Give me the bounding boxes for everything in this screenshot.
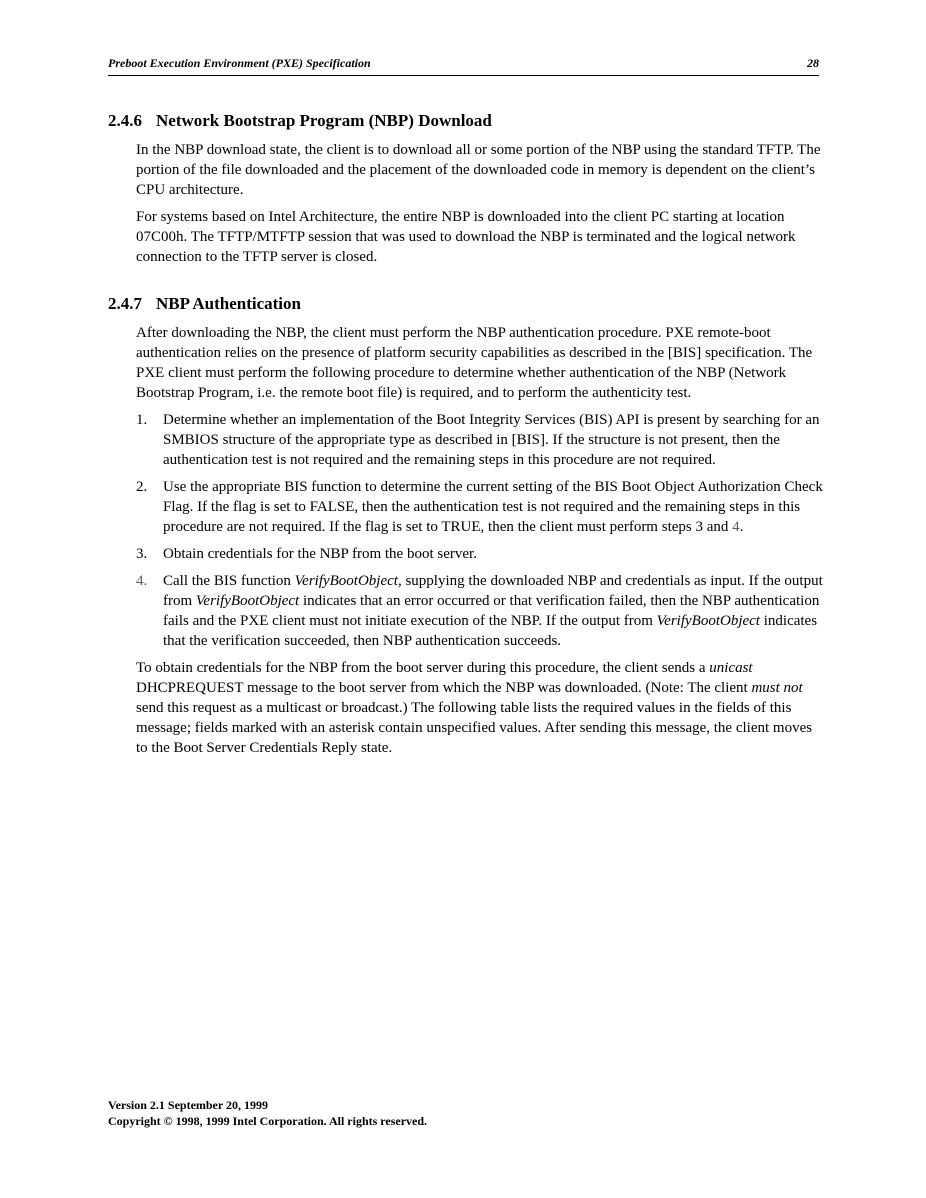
section-number: 2.4.6 (108, 111, 142, 130)
list-item-text: Obtain credentials for the NBP from the boot server. (163, 546, 477, 562)
list-marker: 3. (136, 546, 148, 562)
list-marker: 1. (136, 412, 148, 428)
intro-paragraph: After downloading the NBP, the client must perform the NBP authentication procedure. PXE remote-boot authentication relies on the presence of platform security capabilities as described in the [BIS] specification. The PXE client must perform the following procedure to determine whether authentication of the NBP (Network Bootstrap Program, i.e. the remote boot file) is required, and to perform the authenticity test. (136, 325, 813, 401)
emphasis-unicast: unicast (709, 660, 753, 676)
list-item-text: , supplying the downloaded NBP and credentials as input. If the output from (163, 573, 823, 609)
list-item-text: indicates that an error occurred or that verification failed, then the NBP authentication fails and the PXE client must not initiate execution of the NBP. If the output from (163, 593, 820, 629)
section-heading (108, 111, 828, 131)
list-item (136, 571, 826, 651)
section-2-4-6 (108, 111, 828, 274)
function-name: VerifyBootObject (195, 593, 300, 609)
copyright-line: Copyright © 1998, 1999 Intel Corporation. All rights reserved. (108, 1114, 428, 1128)
list-marker: 2. (136, 479, 148, 495)
list-item (136, 410, 826, 470)
emphasis-must-not: must not (751, 680, 803, 696)
list-item-text: Determine whether an implementation of the Boot Integrity Services (BIS) API is present by searching for an SMBIOS structure of the appropriate type as described in [BIS]. If the structure is not present, then the authentication test is not required and the remaining steps in this procedure are not required. (163, 412, 820, 468)
list-item (136, 477, 826, 537)
page-number: 28 (807, 56, 819, 70)
closing-paragraph (136, 658, 826, 758)
text-run: To obtain credentials for the NBP from the boot server during this procedure, the client sends a (136, 660, 710, 676)
page-footer (108, 1097, 427, 1129)
section-2-4-7 (108, 294, 828, 765)
section-title: Network Bootstrap Program (NBP) Download (156, 111, 492, 130)
procedure-list (136, 410, 826, 651)
section-title: NBP Authentication (156, 294, 301, 313)
page-header (108, 55, 819, 76)
function-name: VerifyBootObject (656, 613, 760, 629)
list-item-text: Call the BIS function (163, 573, 295, 589)
text-run: send this request as a multicast or broadcast.) The following table lists the required values in the fields of this message; fields marked with an asterisk contain unspecified values. After sending this message, the client moves to the Boot Server Credentials Reply state. (136, 700, 813, 756)
section-heading (108, 294, 828, 314)
function-name: VerifyBootObject (294, 573, 398, 589)
version-line: Version 2.1 September 20, 1999 (108, 1098, 268, 1112)
paragraph: For systems based on Intel Architecture, the entire NBP is downloaded into the client PC starting at location 07C00h. The TFTP/MTFTP session that was used to download the NBP is terminated and the logical network connection to the TFTP server is closed. (136, 209, 796, 265)
list-item-text-end: . (739, 519, 744, 535)
text-run: DHCPREQUEST message to the boot server from which the NBP was downloaded. (Note: The client (136, 680, 752, 696)
list-item-text: indicates that the verification succeeded, then NBP authentication succeeds. (163, 613, 818, 649)
list-item-text: Use the appropriate BIS function to determine the current setting of the BIS Boot Object Authorization Check Flag. If the flag is set to FALSE, then the authentication test is not required and the remaining steps in this procedure are not required. If the flag is set to TRUE, then the client must perform steps 3 and (163, 479, 823, 535)
header-title: Preboot Execution Environment (PXE) Specification (108, 56, 371, 70)
paragraph: In the NBP download state, the client is to download all or some portion of the NBP using the standard TFTP. The portion of the file downloaded and the placement of the downloaded code in memory is dependent on the client’s CPU architecture. (136, 142, 821, 198)
section-number: 2.4.7 (108, 294, 142, 313)
list-item (136, 544, 826, 564)
list-marker: 4. (136, 573, 148, 589)
step-reference: 4 (732, 519, 740, 535)
